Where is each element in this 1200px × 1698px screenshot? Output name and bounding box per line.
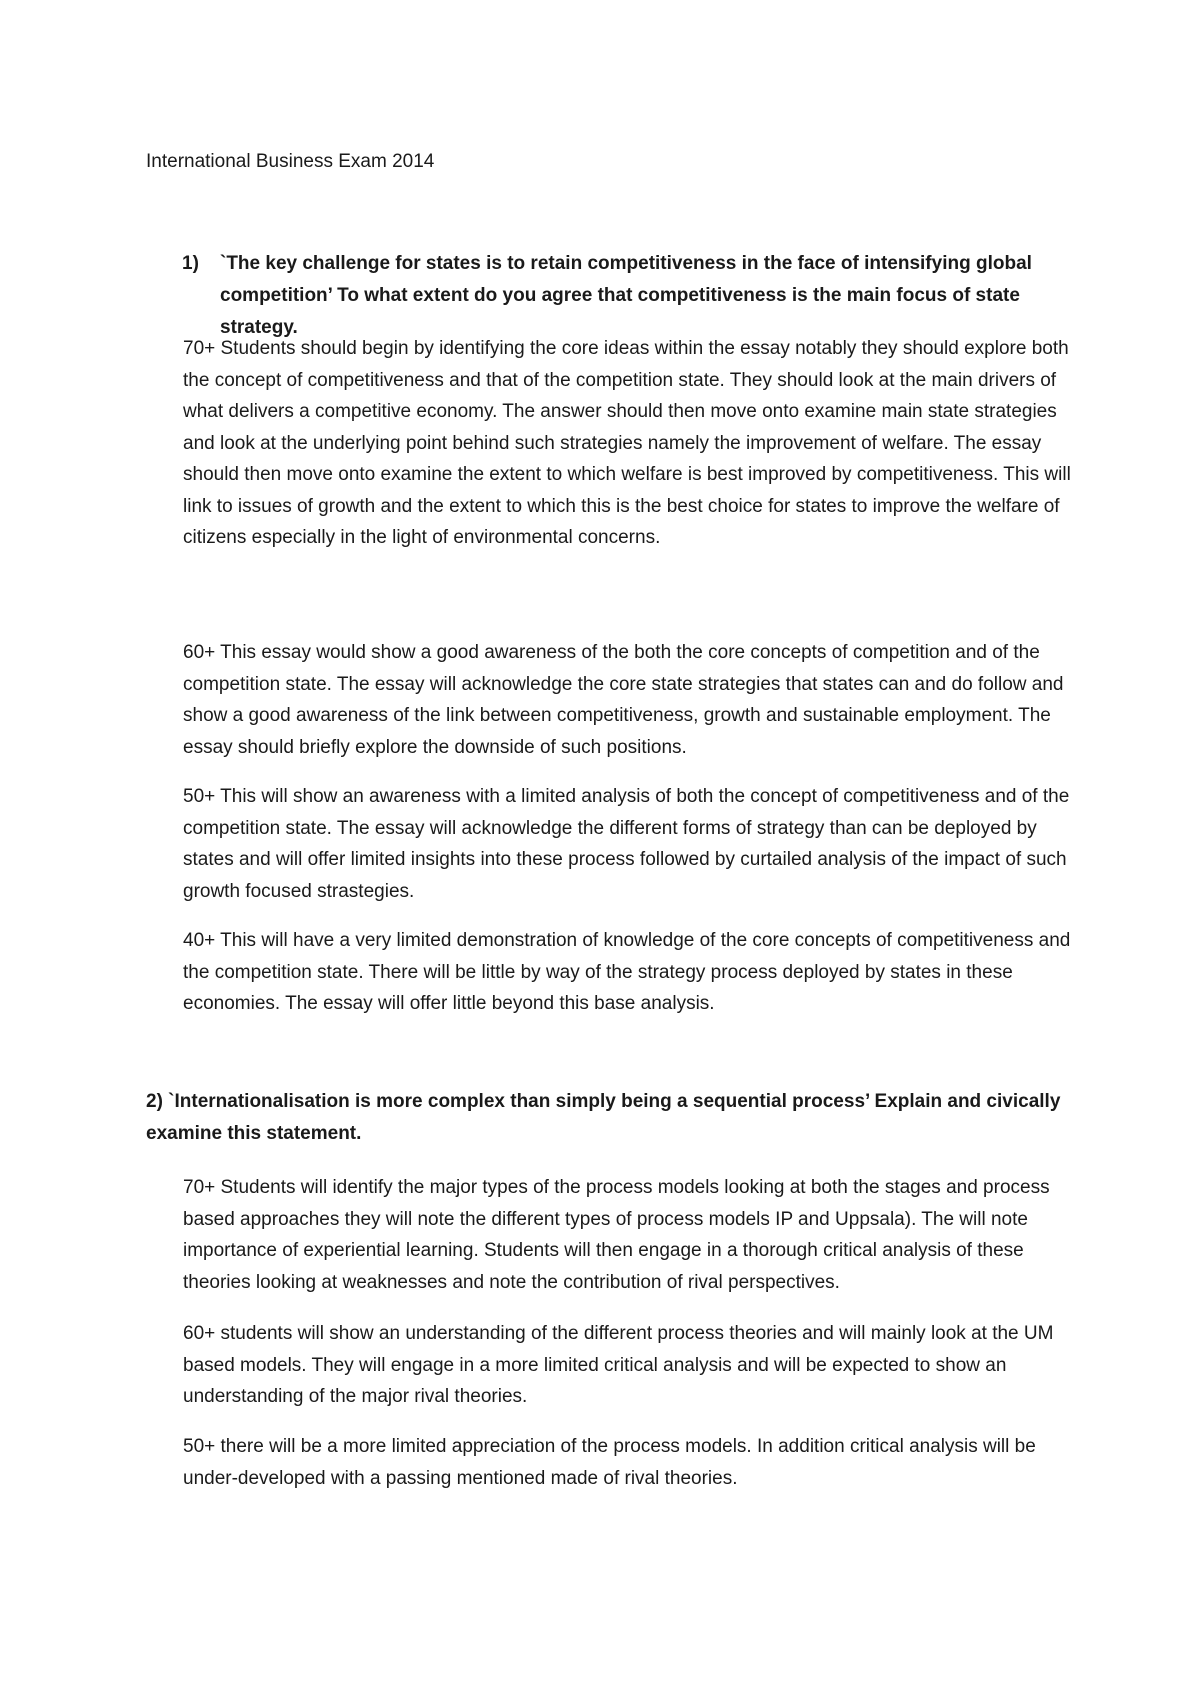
q2-grade-60-paragraph: 60+ students will show an understanding of the different process theories and will mainly look at the UM based models. They will engage in a more limited critical analysis and will be expected to show an understanding of the major rival theories. [183,1323,1054,1407]
q2-grade-50-paragraph: 50+ there will be a more limited appreciation of the process models. In addition critical analysis will be under-developed with a passing mentioned made of rival theories. [183,1436,1036,1489]
question-1-number: 1) [182,253,199,274]
question-2-heading: 2) `Internationalisation is more complex than simply being a sequential process’ Explain and civically examine this statement. [146,1091,1061,1144]
q1-grade-60-paragraph: 60+ This essay would show a good awareness of the both the core concepts of competition and of the competition state. The essay will acknowledge the core state strategies that states can and do follow and show a good awareness of the link between competitiveness, growth and sustainable employment. The essay should briefly explore the downside of such positions. [183,642,1064,758]
document-title: International Business Exam 2014 [146,151,435,172]
question-1-text: `The key challenge for states is to retain competitiveness in the face of intensifying global competition’ To what extent do you agree that competitiveness is the main focus of state strategy. [220,253,1032,338]
q1-grade-70-paragraph: 70+ Students should begin by identifying the core ideas within the essay notably they should explore both the concept of competitiveness and that of the competition state. They should look at the main drivers of what delivers a competitive economy. The answer should then move onto examine main state strategies and look at the underlying point behind such strategies namely the improvement of welfare. The essay should then move onto examine the extent to which welfare is best improved by competitiveness. This will link to issues of growth and the extent to which this is the best choice for states to improve the welfare of citizens especially in the light of environmental concerns. [183,338,1071,548]
q2-grade-70-paragraph: 70+ Students will identify the major types of the process models looking at both the stages and process based approaches they will note the different types of process models IP and Uppsala). The will note importance of experiential learning. Students will then engage in a thorough critical analysis of these theories looking at weaknesses and note the contribution of rival perspectives. [183,1177,1050,1293]
q1-grade-50-paragraph: 50+ This will show an awareness with a limited analysis of both the concept of competitiveness and of the competition state. The essay will acknowledge the different forms of strategy than can be deployed by states and will offer limited insights into these process followed by curtailed analysis of the impact of such growth focused strastegies. [183,786,1070,902]
q1-grade-40-paragraph: 40+ This will have a very limited demonstration of knowledge of the core concepts of competitiveness and the competition state. There will be little by way of the strategy process deployed by states in these economies. The essay will offer little beyond this base analysis. [183,930,1071,1014]
